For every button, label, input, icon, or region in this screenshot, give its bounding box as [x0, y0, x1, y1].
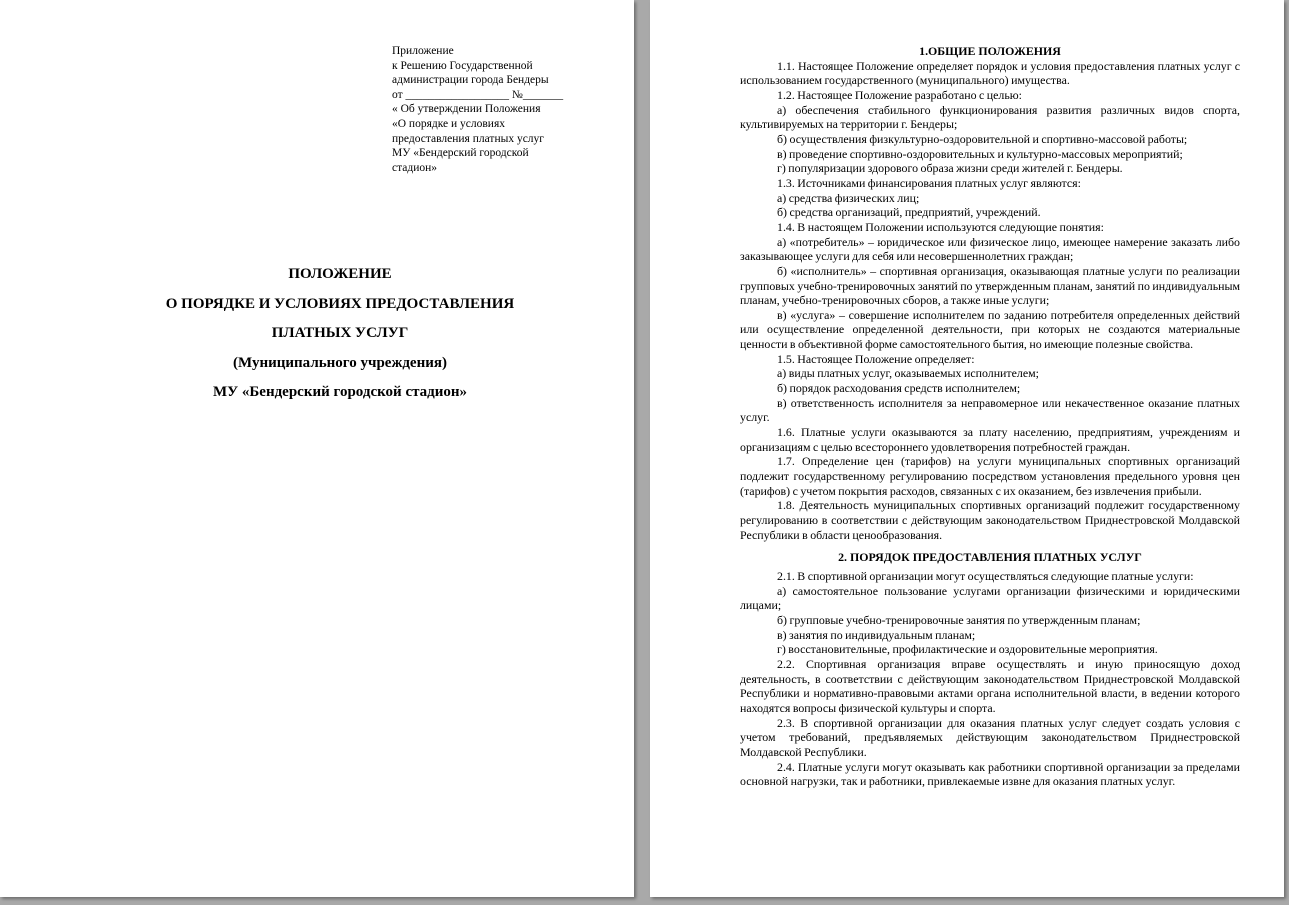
- title-line: О ПОРЯДКЕ И УСЛОВИЯХ ПРЕДОСТАВЛЕНИЯ: [165, 295, 515, 312]
- paragraph: а) самостоятельное пользование услугами организации физическими и юридическими лицами;: [740, 583, 1240, 613]
- paragraph: 1.7. Определение цен (тарифов) на услуги муниципальных спортивных организаций подлежит государственному регулированию посредством установления предельного уровня цен (тарифов) с учетом покрытия расходов, связанных с их оказанием, без извлечения прибыли.: [740, 454, 1240, 498]
- approval-line: Приложение: [392, 45, 454, 57]
- approval-line: стадион»: [392, 161, 438, 174]
- title-line: ПЛАТНЫХ УСЛУГ: [271, 325, 409, 341]
- paragraph: б) «исполнитель» – спортивная организация, оказывающая платные услуги по реализации групповых учебно-тренировочных занятий по утвержденным планам, занятий по индивидуальным планам, учебно-тренировочных сборов, а также иные услуги;: [740, 263, 1240, 308]
- approval-line: к Решению Государственной: [392, 59, 533, 72]
- paragraph: б) средства организаций, предприятий, учреждений.: [777, 205, 1041, 220]
- paragraph: б) осуществления физкультурно-оздоровительной и спортивно-массовой работы;: [777, 131, 1188, 146]
- approval-line: администрации города Бендеры: [392, 74, 549, 87]
- paragraph: г) восстановительные, профилактические и оздоровительные мероприятия.: [777, 642, 1158, 657]
- paragraph: 1.5. Настоящее Положение определяет:: [777, 351, 975, 366]
- section-gap: [740, 542, 1240, 550]
- paragraph: в) «услуга» – совершение исполнителем по заданию потребителя определенных действий или осуществление определенной деятельности, при которых не создаются материальные ценности в объективной форме самостоятельного бытия, но имеющие полезные свойства.: [740, 307, 1240, 352]
- paragraph: г) популяризации здорового образа жизни среди жителей г. Бендеры.: [777, 161, 1123, 176]
- paragraph: 2.4. Платные услуги могут оказывать как работники спортивной организации за пределами основной нагрузки, так и работники, привлекаемые извне для оказания платных услуг.: [740, 759, 1240, 789]
- page-cover: [0, 0, 634, 897]
- paragraph: 1.8. Деятельность муниципальных спортивных организаций подлежит государственному регулированию в соответствии с действующим законодательством Приднестровской Молдавской Республики в области ценообразования.: [740, 498, 1240, 542]
- paragraph: 1.2. Настоящее Положение разработано с целью:: [777, 87, 1022, 102]
- section-heading: 2. ПОРЯДОК ПРЕДОСТАВЛЕНИЯ ПЛАТНЫХ УСЛУГ: [838, 550, 1142, 565]
- paragraph: а) средства физических лиц;: [777, 190, 920, 205]
- title-line: МУ «Бендерский городской стадион»: [212, 384, 468, 400]
- paragraph: в) занятия по индивидуальным планам;: [777, 627, 976, 642]
- paragraph: б) порядок расходования средств исполнителем;: [777, 381, 1021, 396]
- paragraph: б) групповые учебно-тренировочные занятия по утвержденным планам;: [777, 612, 1141, 627]
- paragraph: а) «потребитель» – юридическое или физическое лицо, имеющее намерение заказать либо заказывающее услуги для себя или несовершеннолетних граждан;: [740, 234, 1240, 264]
- paragraph: в) проведение спортивно-оздоровительных и культурно-массовых мероприятий;: [777, 146, 1183, 161]
- paragraph: а) обеспечения стабильного функционирования развития различных видов спорта, культивируемых на территории г. Бендеры;: [740, 102, 1240, 132]
- page-body: [650, 0, 1284, 897]
- paragraph: 1.1. Настоящее Положение определяет порядок и условия предоставления платных услуг с использованием государственного (муниципального) имущества.: [740, 58, 1240, 88]
- paragraph: 1.3. Источниками финансирования платных услуг являются:: [777, 175, 1081, 190]
- paragraph: а) виды платных услуг, оказываемых исполнителем;: [777, 366, 1039, 381]
- section-heading: 1.ОБЩИЕ ПОЛОЖЕНИЯ: [919, 44, 1061, 58]
- paragraph: в) ответственность исполнителя за неправомерное или некачественное оказание платных услуг.: [740, 395, 1240, 425]
- approval-line: МУ «Бендерский городской: [392, 147, 529, 160]
- paragraph: 1.4. В настоящем Положении используются следующие понятия:: [777, 219, 1104, 234]
- approval-block: [392, 44, 582, 175]
- paragraph: 1.6. Платные услуги оказываются за плату населению, предприятиям, учреждениям и организациям с целью всестороннего удовлетворения потребностей граждан.: [740, 425, 1240, 454]
- approval-line: от __________________ №_______: [392, 88, 564, 101]
- paragraph: 2.1. В спортивной организации могут осуществляться следующие платные услуги:: [777, 568, 1194, 583]
- approval-line: « Об утверждении Положения: [392, 103, 541, 116]
- approval-line: предоставления платных услуг: [392, 132, 545, 145]
- title-line: ПОЛОЖЕНИЕ: [288, 266, 392, 282]
- approval-line: «О порядке и условиях: [392, 117, 506, 130]
- title-line: (Муниципального учреждения): [233, 354, 447, 371]
- paragraph: 2.2. Спортивная организация вправе осуществлять и иную приносящую доход деятельность, в соответствии с действующим законодательством Приднестровской Молдавской Республики и нормативно-правовыми актами органа исполнительной власти, в ведении которого находятся вопросы физической культуры и спорта.: [740, 656, 1240, 715]
- paragraph: 2.3. В спортивной организации для оказания платных услуг следует создать условия с учетом требований, предъявляемых действующим законодательством Приднестровской Молдавской Республики.: [740, 715, 1240, 759]
- body-text: [740, 44, 1240, 789]
- document-title: [80, 262, 600, 410]
